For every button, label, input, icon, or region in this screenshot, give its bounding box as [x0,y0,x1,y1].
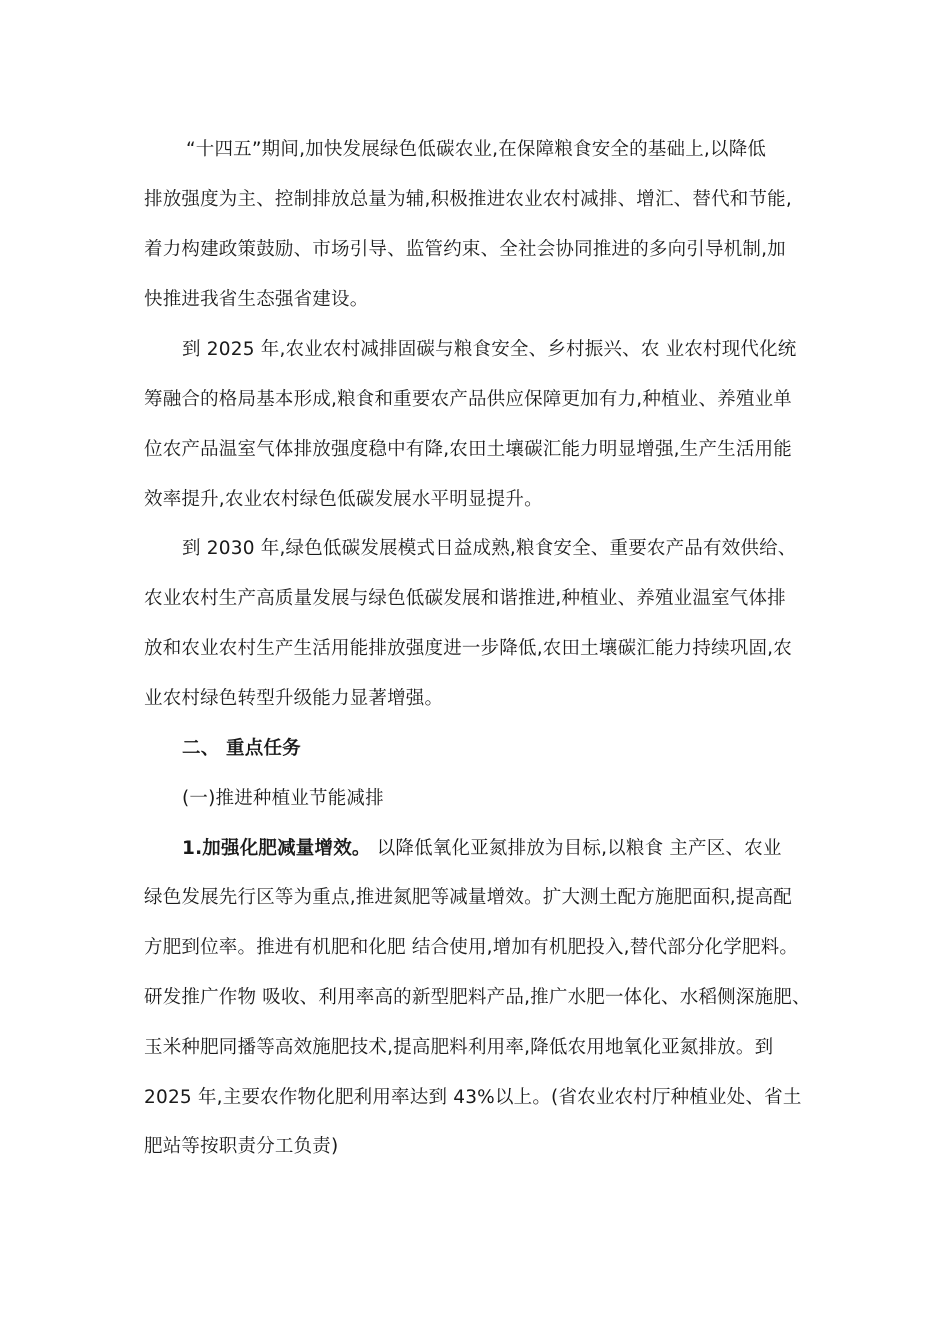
paragraph-2-line-4: 效率提升,农业农村绿色低碳发展水平明显提升。 [144,489,543,510]
task-1-line-5: 玉米种肥同播等高效施肥技术,提高肥料利用率,降低农用地氧化亚氮排放。到 [144,1037,774,1058]
task-1-first-line [182,836,782,862]
task-1-line-2: 绿色发展先行区等为重点,推进氮肥等减量增效。扩大测土配方施肥面积,提高配 [144,887,792,908]
paragraph-2-line-1: 到 2025 年,农业农村减排固碳与粮食安全、乡村振兴、农 业农村现代化统 [182,339,797,360]
paragraph-2-line-2: 筹融合的格局基本形成,粮食和重要农产品供应保障更加有力,种植业、养殖业单 [144,389,792,410]
task-1-line-7: 肥站等按职责分工负责) [144,1136,339,1157]
paragraph-1-line-2: 排放强度为主、控制排放总量为辅,积极推进农业农村减排、增汇、替代和节能, [144,189,792,210]
paragraph-1-line-4: 快推进我省生态强省建设。 [144,289,369,310]
paragraph-1-line-1: “十四五”期间,加快发展绿色低碳农业,在保障粮食安全的基础上,以降低 [186,139,767,160]
paragraph-3-line-1: 到 2030 年,绿色低碳发展模式日益成熟,粮食安全、重要农产品有效供给、 [182,538,797,559]
paragraph-1-line-3: 着力构建政策鼓励、市场引导、监管约束、全社会协同推进的多向引导机制,加 [144,239,786,260]
paragraph-2-line-3: 位农产品温室气体排放强度稳中有降,农田土壤碳汇能力明显增强,生产生活用能 [144,439,792,460]
task-1-title: 1.加强化肥减量增效。 [182,838,371,859]
task-1-line-4: 研发推广作物 吸收、利用率高的新型肥料产品,推广水肥一体化、水稻侧深施肥、 [144,987,811,1008]
paragraph-3-line-3: 放和农业农村生产生活用能排放强度进一步降低,农田土壤碳汇能力持续巩固,农 [144,638,792,659]
task-1-line-3: 方肥到位率。推进有机肥和化肥 结合使用,增加有机肥投入,替代部分化学肥料。 [144,937,799,958]
paragraph-3-line-2: 农业农村生产高质量发展与绿色低碳发展和谐推进,种植业、养殖业温室气体排 [144,588,786,609]
paragraph-3-line-4: 业农村绿色转型升级能力显著增强。 [144,688,444,709]
section-heading: 二、 重点任务 [182,738,301,759]
task-1-first-line-rest: 以降低氧化亚氮排放为目标,以粮食 主产区、农业 [370,838,782,859]
task-1-line-6: 2025 年,主要农作物化肥利用率达到 43%以上。(省农业农村厅种植业处、省土 [144,1087,802,1108]
subsection-heading: (一)推进种植业节能减排 [182,788,384,809]
